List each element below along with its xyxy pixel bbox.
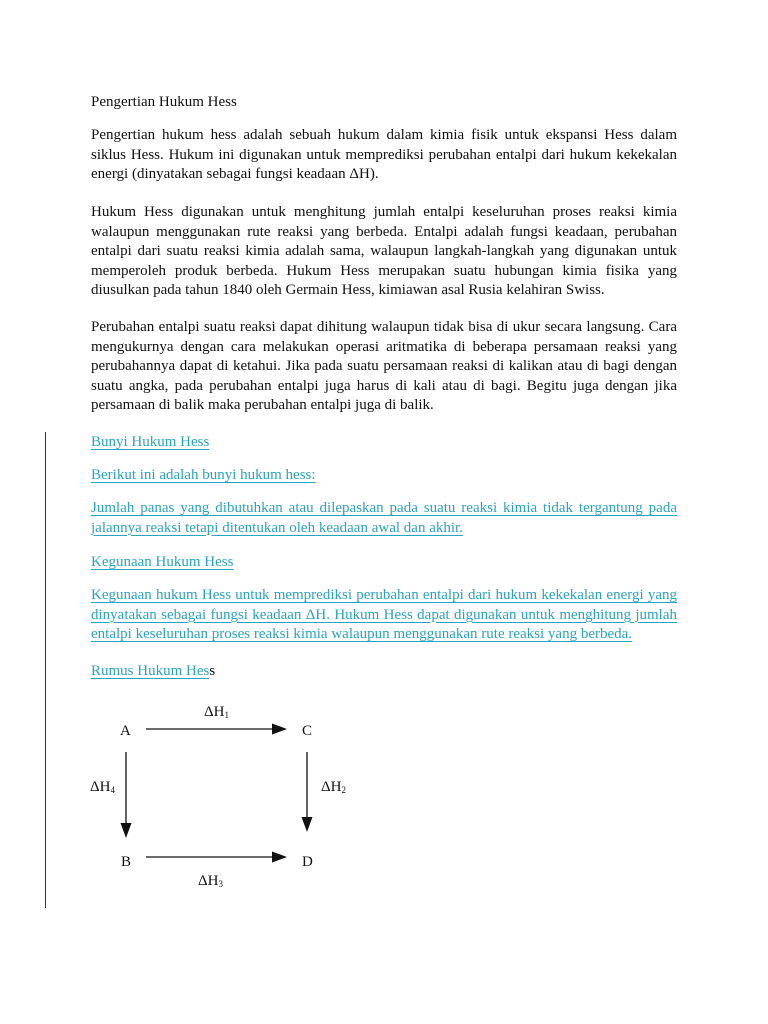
arrow-c-to-d-head	[302, 817, 313, 832]
node-b: B	[121, 854, 132, 870]
arrow-c-to-d	[302, 752, 313, 832]
paragraph-line: energi (dinyatakan sebagai fungsi keadaan ΔH).	[91, 166, 379, 182]
arrow-b-to-d-head	[272, 852, 287, 863]
label-delta-h2	[321, 778, 346, 799]
kegunaan-text-link[interactable]: dinyatakan sebagai fungsi keadaan ΔH. Hukum Hess dapat digunakan untuk menghitung jumlah	[91, 606, 677, 623]
arrow-a-to-c-head	[272, 724, 287, 735]
rumus-heading-tail: s	[209, 663, 216, 679]
paragraph-line: persamaan di balik maka perubahan entalpi juga di balik.	[91, 397, 434, 413]
bunyi-intro-link[interactable]: Berikut ini adalah bunyi hukum hess:	[91, 467, 316, 483]
label-delta-h3	[198, 872, 223, 893]
delta-h-subscript: 4	[110, 785, 115, 795]
paragraph-line: siklus Hess. Hukum ini digunakan untuk memprediksi perubahan entalpi dari hukum kekekalan	[91, 146, 677, 163]
paragraph-line: Pengertian hukum hess adalah sebuah hukum dalam kimia fisik untuk ekspansi Hess dalam	[91, 127, 677, 143]
arrow-b-to-d	[146, 852, 287, 863]
node-a: A	[120, 723, 131, 739]
delta-h-subscript: 2	[341, 785, 346, 795]
bunyi-heading-link[interactable]: Bunyi Hukum Hess	[91, 434, 210, 450]
bunyi-text-link[interactable]: Jumlah panas yang dibutuhkan atau dilepaskan pada suatu reaksi kimia tidak tergantung pada	[91, 500, 677, 516]
paragraph-line: Hukum Hess digunakan untuk menghitung jumlah entalpi keseluruhan proses reaksi kimia	[91, 204, 677, 220]
node-d: D	[302, 854, 313, 870]
delta-h-symbol: ΔH	[198, 873, 219, 889]
paragraph-line: suatu angka, pada perubahan entalpi juga harus di kali atau di bagi. Begitu juga dengan jika	[91, 377, 677, 394]
kegunaan-text-link[interactable]: Kegunaan hukum Hess untuk memprediksi perubahan entalpi dari hukum kekekalan energi yang	[91, 587, 677, 603]
arrow-a-to-c	[146, 724, 287, 735]
paragraph-line: entalpi dari suatu reaksi kimia adalah sama, walaupun langkah-langkah yang digunakan untuk	[91, 243, 677, 259]
label-delta-h1	[204, 703, 229, 724]
delta-h-symbol: ΔH	[321, 779, 342, 795]
paragraph-line: walaupun menggunakan rute reaksi yang berbeda. Entalpi adalah fungsi keadaan, perubahan	[91, 223, 677, 240]
paragraph-line: diusulkan pada tahun 1840 oleh Germain Hess, kimiawan asal Rusia kelahiran Swiss.	[91, 282, 605, 298]
node-c: C	[302, 723, 313, 739]
delta-h-subscript: 1	[224, 710, 229, 720]
delta-h-symbol: ΔH	[204, 704, 225, 720]
paragraph-line: perubahannya dapat di ketahui. Jika pada suatu persamaan reaksi di kalikan atau di bagi dengan	[91, 358, 677, 374]
kegunaan-heading-link[interactable]: Kegunaan Hukum Hess	[91, 554, 234, 570]
kegunaan-text-link[interactable]: entalpi keseluruhan proses reaksi kimia walaupun menggunakan rute reaksi yang berbeda.	[91, 626, 633, 642]
paragraph-line: memperoleh produk berbeda. Hukum Hess merupakan suatu hubungan kimia fisika yang	[91, 262, 677, 279]
delta-h-symbol: ΔH	[90, 779, 111, 795]
paragraph-line: mengukurnya dengan cara melakukan operasi aritmatika di beberapa persamaan reaksi yang	[91, 338, 677, 355]
bunyi-text-link[interactable]: jalannya reaksi tetapi ditentukan oleh keadaan awal dan akhir.	[91, 519, 463, 536]
rumus-heading-link[interactable]: Rumus Hukum Hes	[91, 663, 210, 679]
paragraph-line: Perubahan entalpi suatu reaksi dapat dihitung walaupun tidak bisa di ukur secara langsung. Cara	[91, 319, 677, 335]
page-title: Pengertian Hukum Hess	[91, 94, 237, 110]
arrow-a-to-b-head	[121, 823, 132, 838]
arrow-a-to-b	[121, 752, 132, 838]
label-delta-h4	[90, 778, 115, 799]
delta-h-subscript: 3	[218, 879, 223, 889]
